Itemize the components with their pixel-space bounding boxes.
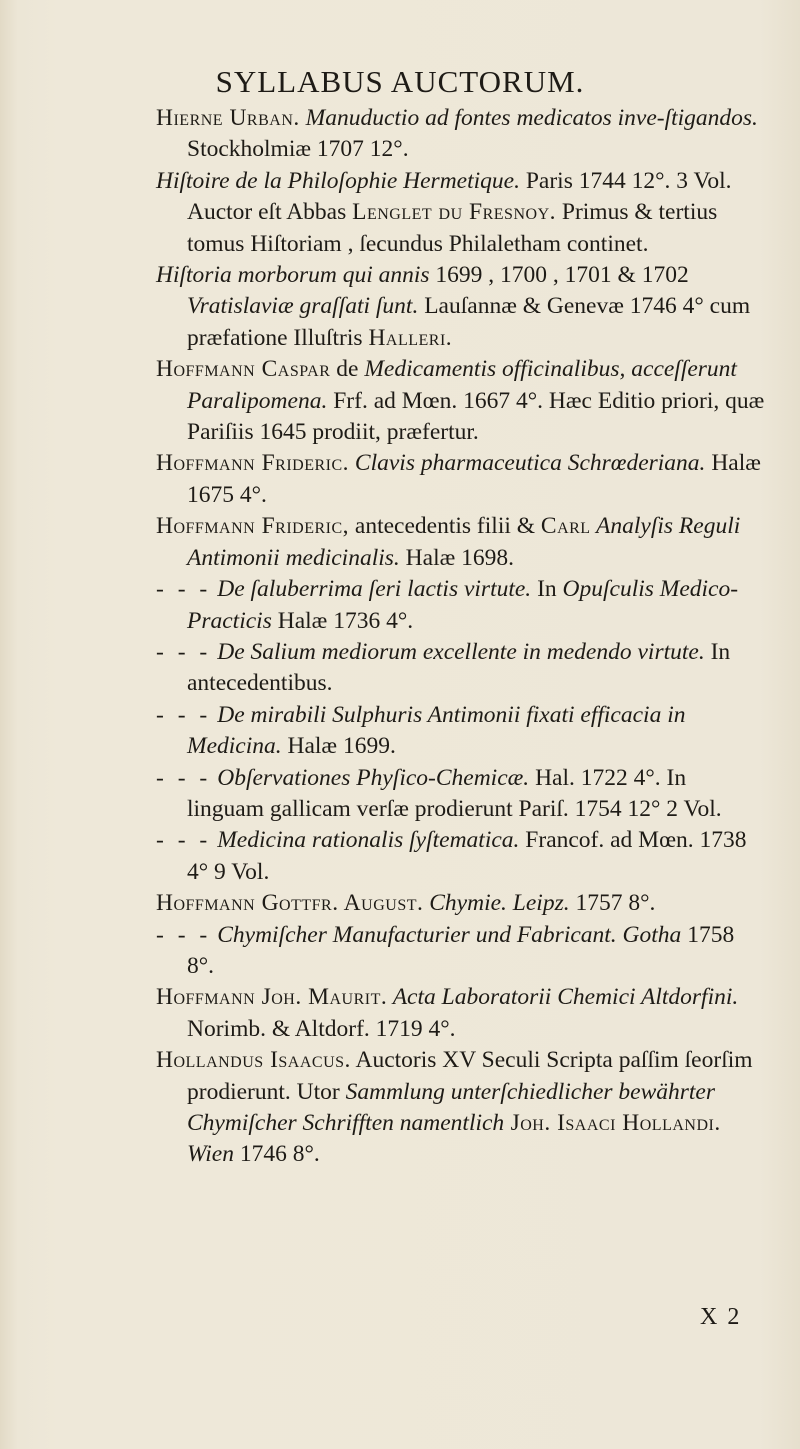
author-name: Hierne Urban. bbox=[156, 105, 300, 131]
work-title: Medicina rationalis ſyſtematica. bbox=[217, 827, 520, 854]
imprint: 1746 8°. bbox=[234, 1141, 320, 1168]
bibliography-entry bbox=[156, 448, 766, 511]
ditto-dash: - - - bbox=[156, 764, 212, 791]
work-title-cont: Opuſculis Medico-Practicis bbox=[187, 576, 739, 634]
imprint: Halæ 1736 4°. bbox=[271, 607, 414, 634]
bibliography-entry bbox=[156, 920, 766, 983]
work-title: Hiſtoire de la Philoſophie Hermetique. bbox=[156, 167, 520, 194]
signature-mark: X 2 bbox=[700, 1304, 742, 1330]
imprint: Halæ 1675 4°. bbox=[187, 450, 761, 508]
bibliography-entry bbox=[156, 574, 766, 637]
bibliography-entry bbox=[156, 982, 766, 1045]
imprint: Halæ 1698. bbox=[399, 544, 515, 571]
connector: In bbox=[531, 576, 563, 603]
work-title: Obſervationes Phyſico-Chemicæ. bbox=[217, 764, 530, 791]
bibliography-entry bbox=[156, 103, 766, 166]
bibliography-list bbox=[156, 103, 766, 1171]
bibliography-entry bbox=[156, 166, 766, 260]
bibliography-entry bbox=[156, 700, 766, 763]
imprint: 1699 , 1700 , 1701 & 1702 bbox=[429, 262, 689, 289]
bibliography-entry bbox=[156, 888, 766, 919]
work-title: Medicamentis officinalibus, acceſſerunt Paralipomena. bbox=[187, 356, 737, 414]
work-title: Analyſis Reguli Antimonii medicinalis. bbox=[187, 513, 741, 571]
bibliography-entry bbox=[156, 825, 766, 888]
imprint: In antecedentibus. bbox=[187, 638, 731, 697]
bibliography-entry bbox=[156, 511, 766, 574]
work-title: Manuductio ad fontes medicatos inve-ſtigandos. bbox=[305, 105, 758, 131]
bibliography-entry bbox=[156, 637, 766, 700]
ditto-dash: - - - bbox=[156, 827, 212, 854]
author-name: Lenglet du Fresnoy. bbox=[352, 199, 556, 226]
ditto-dash: - - - bbox=[156, 638, 212, 665]
work-title: Acta Laboratorii Chemici Altdorfini. bbox=[387, 984, 739, 1011]
imprint: Frf. ad Mœn. 1667 4°. Hæc Editio priori, quæ Pariſiis 1645 prodiit, præfertur. bbox=[187, 387, 765, 446]
work-title: De Salium mediorum excellente in medendo virtute. bbox=[217, 638, 705, 665]
imprint: Norimb. & Altdorf. 1719 4°. bbox=[187, 1015, 456, 1042]
author-name-2: Joh. Isaaci Hollandi. bbox=[504, 1110, 721, 1136]
place: Wien bbox=[187, 1141, 234, 1168]
work-title: De ſaluberrima ſeri lactis virtute. bbox=[217, 576, 532, 603]
bibliography-entry bbox=[156, 1045, 766, 1171]
author-name: Hoffmann Joh. Maurit. bbox=[156, 984, 388, 1011]
author-name: Hollandus Isaacus. bbox=[156, 1047, 351, 1074]
author-name: Hoffmann Gottfr. August. bbox=[156, 890, 424, 917]
imprint: Paris 1744 12°. 3 Vol. Auctor eſt Abbas bbox=[187, 167, 732, 226]
note: Auctoris XV Seculi Scripta paſſim ſeorſim prodierunt. Utor bbox=[187, 1047, 753, 1105]
ditto-dash: - - - bbox=[156, 701, 212, 728]
author-name-2: Carl bbox=[540, 513, 591, 540]
imprint: Stockholmiæ 1707 12°. bbox=[187, 136, 409, 163]
page-header: SYLLABUS AUCTORUM. bbox=[215, 64, 585, 99]
author-name: Hoffmann Frideric. bbox=[156, 450, 350, 477]
note: Lauſannæ & Genevæ 1746 4° cum præfatione Illuſtris bbox=[187, 293, 751, 351]
ditto-dash: - - - bbox=[156, 921, 212, 948]
connector: antecedentis filii & bbox=[349, 513, 541, 540]
imprint: 1758 8°. bbox=[187, 921, 735, 979]
work-title: Clavis pharmaceutica Schrœderiana. bbox=[349, 450, 706, 477]
author-name: Hoffmann Caspar bbox=[156, 356, 331, 383]
work-title: Hiſtoria morborum qui annis bbox=[156, 262, 430, 289]
work-title: Chymiſcher Manufacturier und Fabricant. Gotha bbox=[217, 921, 682, 948]
bibliography-entry bbox=[156, 763, 766, 826]
ditto-dash: - - - bbox=[156, 576, 212, 603]
bibliography-entry bbox=[156, 260, 766, 354]
work-title: De mirabili Sulphuris Antimonii fixati efficacia in Medicina. bbox=[187, 701, 686, 760]
imprint: Halæ 1699. bbox=[281, 733, 396, 760]
work-title: Sammlung unterſchiedlicher bewährter Chymiſcher Schrifften namentlich bbox=[187, 1078, 716, 1136]
imprint: 1757 8°. bbox=[569, 890, 656, 917]
imprint: Francof. ad Mœn. 1738 4° 9 Vol. bbox=[187, 827, 747, 885]
author-name: Halleri. bbox=[368, 324, 453, 351]
work-title-cont: Vratislaviæ graſſati ſunt. bbox=[187, 293, 419, 320]
connector: de bbox=[330, 356, 365, 383]
bibliography-entry bbox=[156, 354, 766, 448]
note: Primus & tertius tomus Hiſtoriam , ſecundus Philaletham continet. bbox=[187, 199, 718, 257]
imprint: Hal. 1722 4°. In linguam gallicam verſæ prodierunt Pariſ. 1754 12° 2 Vol. bbox=[187, 764, 722, 822]
author-name: Hoffmann Frideric, bbox=[156, 513, 350, 540]
work-title: Chymie. Leipz. bbox=[423, 890, 570, 917]
